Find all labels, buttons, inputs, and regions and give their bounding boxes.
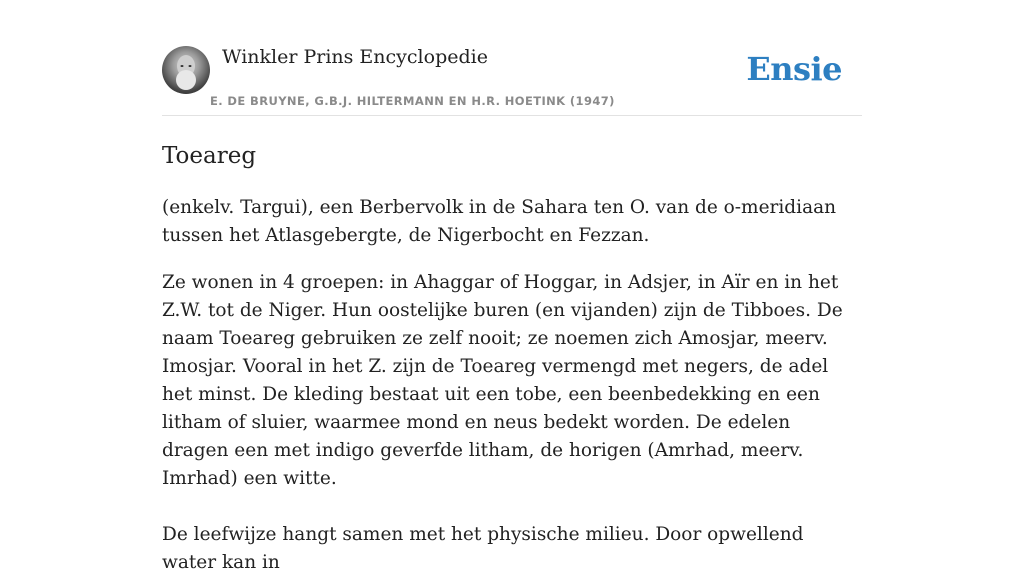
author-avatar — [162, 46, 210, 94]
page — [162, 0, 862, 577]
header — [162, 0, 862, 116]
article-paragraph: Ze wonen in 4 groepen: in Ahaggar of Hoggar, in Adsjer, in Aïr en in het Z.W. tot de Niger. Hun oostelijke buren (en vijanden) zijn de Tibboes. De naam Toeareg gebruiken ze zelf nooit; ze noemen zich Amosjar, meerv. Imosjar. Vooral in het Z. zijn de Toeareg vermengd met negers, de adel het minst. De kleding bestaat uit een tobe, een beenbedekking en een litham of sluier, waarmee mond en neus bedekt worden. De edelen dragen een met indigo geverfde litham, de horigen (Amrhad, meerv. Imrhad) een witte. — [162, 272, 843, 489]
publication-title[interactable]: Winkler Prins Encyclopedie — [222, 46, 488, 68]
article-paragraph: (enkelv. Targui), een Berbervolk in de Sahara ten O. van de o-meridiaan tussen het Atlasgebergte, de Nigerbocht en Fezzan. — [162, 197, 837, 246]
article-title: Toeareg — [162, 143, 257, 169]
authors-line: E. DE BRUYNE, G.B.J. HILTERMANN EN H.R. HOETINK (1947) — [210, 94, 615, 108]
article-paragraph: De leefwijze hangt samen met het physische milieu. Door opwellend water kan in — [162, 524, 804, 573]
ensie-logo[interactable]: Ensie — [746, 50, 842, 88]
